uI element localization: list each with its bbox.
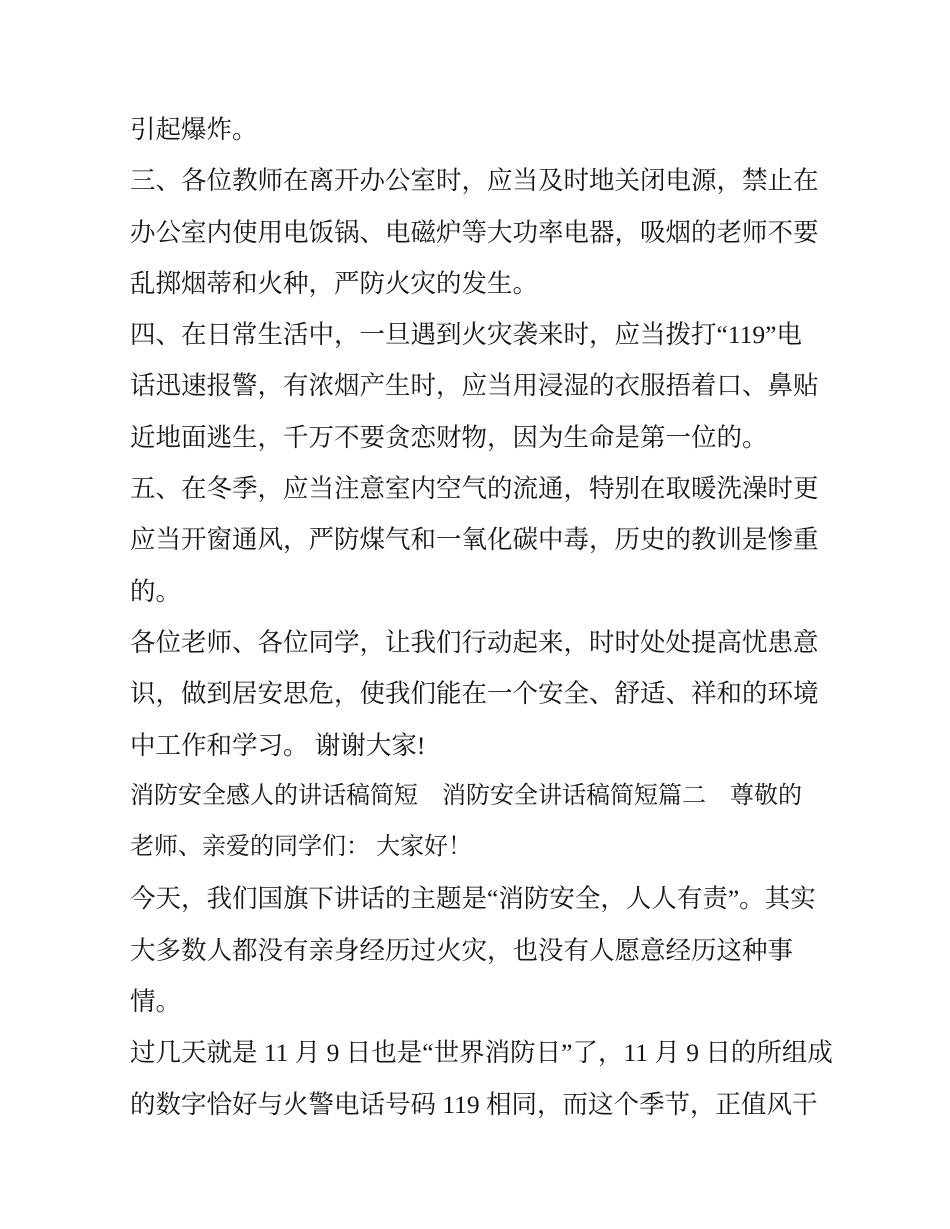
text-line: 三、各位教师在离开办公室时，应当及时地关闭电源，禁止在 [130,166,819,196]
text-line: 乱掷烟蒂和火种，严防火灾的发生。 [130,268,539,298]
text-line: 办公室内使用电饭锅、电磁炉等大功率电器，吸烟的老师不要 [130,217,819,247]
text-line: 消防安全感人的讲话稿简短 消防安全讲话稿简短篇二 尊敬的 [130,782,802,809]
text-line: 引起爆炸。 [130,115,258,144]
text-line: 中工作和学习。 谢谢大家! [130,730,426,760]
text-line: 过几天就是 11 月 9 日也是“世界消防日”了，11 月 9 日的所组成 [130,1038,833,1068]
text-line: 的。 [130,576,182,606]
text-line: 今天，我们国旗下讲话的主题是“消防安全，人人有责”。其实 [130,884,816,914]
text-line: 四、在日常生活中，一旦遇到火灾袭来时，应当拨打“119”电 [130,320,802,350]
text-line: 五、在冬季，应当注意室内空气的流通，特别在取暖洗澡时更 [130,474,819,504]
text-line: 应当开窗通风，严防煤气和一氧化碳中毒，历史的教训是惨重 [130,525,819,555]
text-line: 话迅速报警，有浓烟产生时，应当用浸湿的衣服捂着口、鼻贴 [130,371,819,401]
text-line: 大多数人都没有亲身经历过火灾，也没有人愿意经历这种事 [130,935,794,965]
text-line: 近地面逃生，千万不要贪恋财物，因为生命是第一位的。 [130,422,768,452]
text-line: 各位老师、各位同学，让我们行动起来，时时处处提高忧患意 [130,627,819,657]
text-line: 情。 [130,987,182,1017]
text-line: 的数字恰好与火警电话号码 119 相同，而这个季节，正值风干 [130,1089,818,1119]
document-page [130,104,842,1130]
text-line: 识，做到居安思危，使我们能在一个安全、舒适、祥和的环境 [130,679,819,709]
text-line: 老师、亲爱的同学们： 大家好！ [130,834,472,861]
